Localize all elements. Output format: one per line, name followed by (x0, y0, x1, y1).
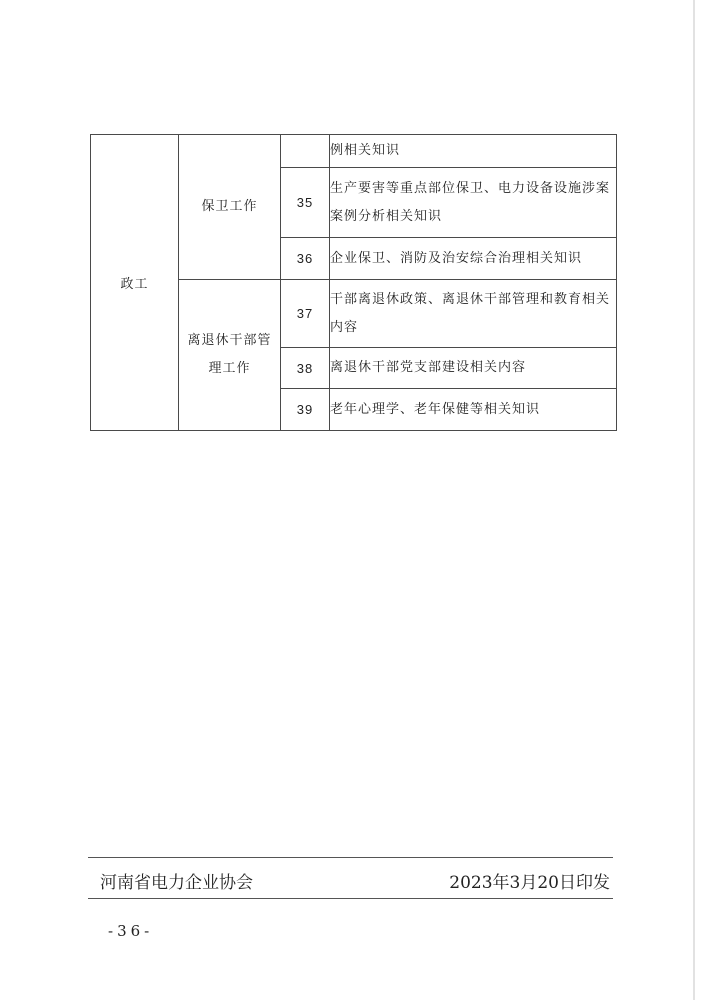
category-cell: 政工 (91, 135, 179, 431)
group-cell-security: 保卫工作 (179, 135, 281, 280)
row-number: 39 (281, 389, 330, 431)
scan-edge (693, 0, 695, 1000)
row-number (281, 135, 330, 168)
footer-bottom-rule (88, 898, 613, 899)
group-name-line: 离退休干部管 (187, 333, 272, 348)
row-number: 38 (281, 348, 330, 389)
row-number: 35 (281, 168, 330, 238)
group-name-line: 理工作 (208, 361, 251, 376)
row-description: 例相关知识 (330, 135, 617, 168)
table-row (91, 135, 617, 168)
footer-top-rule (88, 857, 613, 858)
row-description: 离退休干部党支部建设相关内容 (330, 348, 617, 389)
page-number: -36- (108, 922, 154, 940)
row-description: 干部离退休政策、离退休干部管理和教育相关内容 (330, 280, 617, 348)
row-description: 企业保卫、消防及治安综合治理相关知识 (330, 238, 617, 280)
row-number: 36 (281, 238, 330, 280)
row-description: 生产要害等重点部位保卫、电力设备设施涉案案例分析相关知识 (330, 168, 617, 238)
row-description: 老年心理学、老年保健等相关知识 (330, 389, 617, 431)
content-table (90, 134, 617, 431)
issue-date: 2023年3月20日印发 (449, 873, 610, 893)
group-cell-retired-cadres (179, 280, 281, 431)
row-number: 37 (281, 280, 330, 348)
issuing-organization: 河南省电力企业协会 (100, 873, 253, 893)
